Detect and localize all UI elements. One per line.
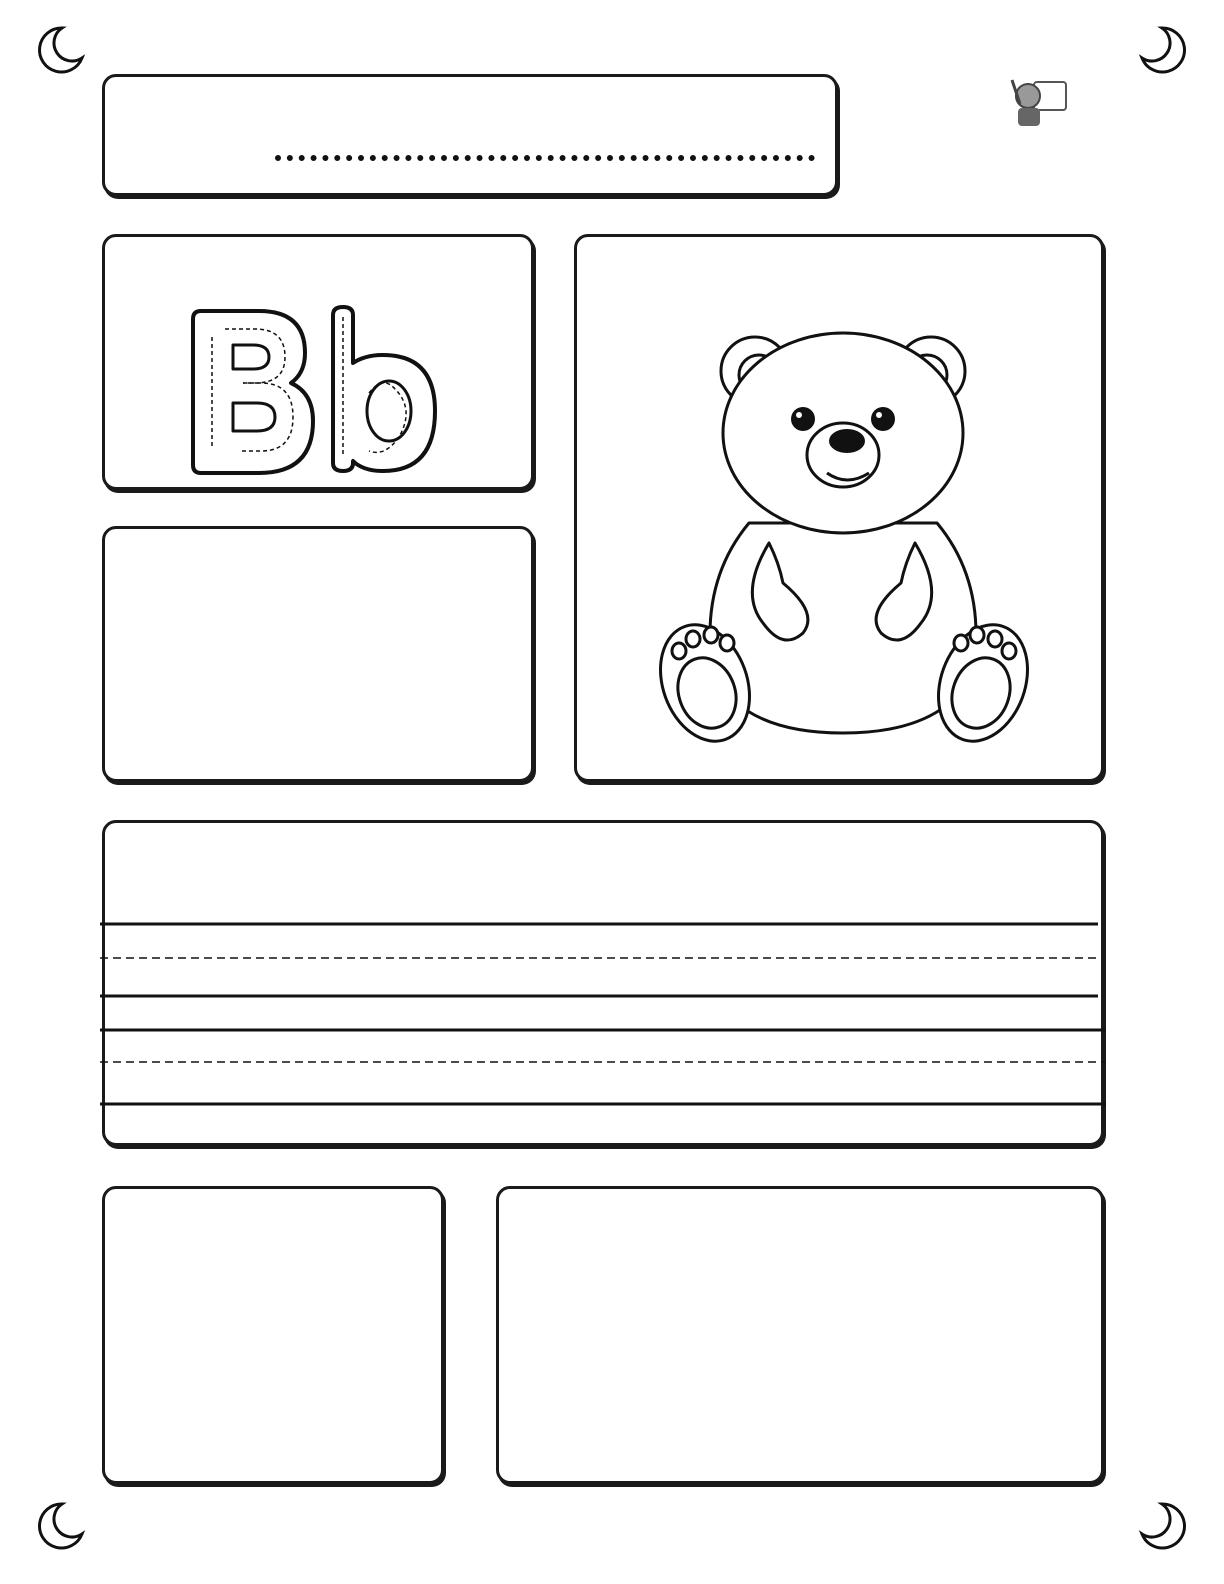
bear-coloring-picture[interactable]: [657, 323, 1037, 753]
trace-and-color-box: [102, 234, 534, 490]
hero-mascot-icon: [1006, 70, 1070, 128]
name-write-line[interactable]: [275, 149, 815, 161]
circle-it-box: [102, 526, 534, 782]
hero-worksheets-logo: [968, 70, 1104, 186]
trace-box: [496, 1186, 1104, 1484]
trace-dotted-paths[interactable]: [555, 1269, 1055, 1469]
name-box: [102, 74, 838, 196]
traceable-letters-bb[interactable]: [185, 305, 455, 483]
color-box: [574, 234, 1104, 782]
alphabet-sequence-box: [102, 1186, 444, 1484]
write-it-practice-lines[interactable]: [96, 918, 1110, 1114]
